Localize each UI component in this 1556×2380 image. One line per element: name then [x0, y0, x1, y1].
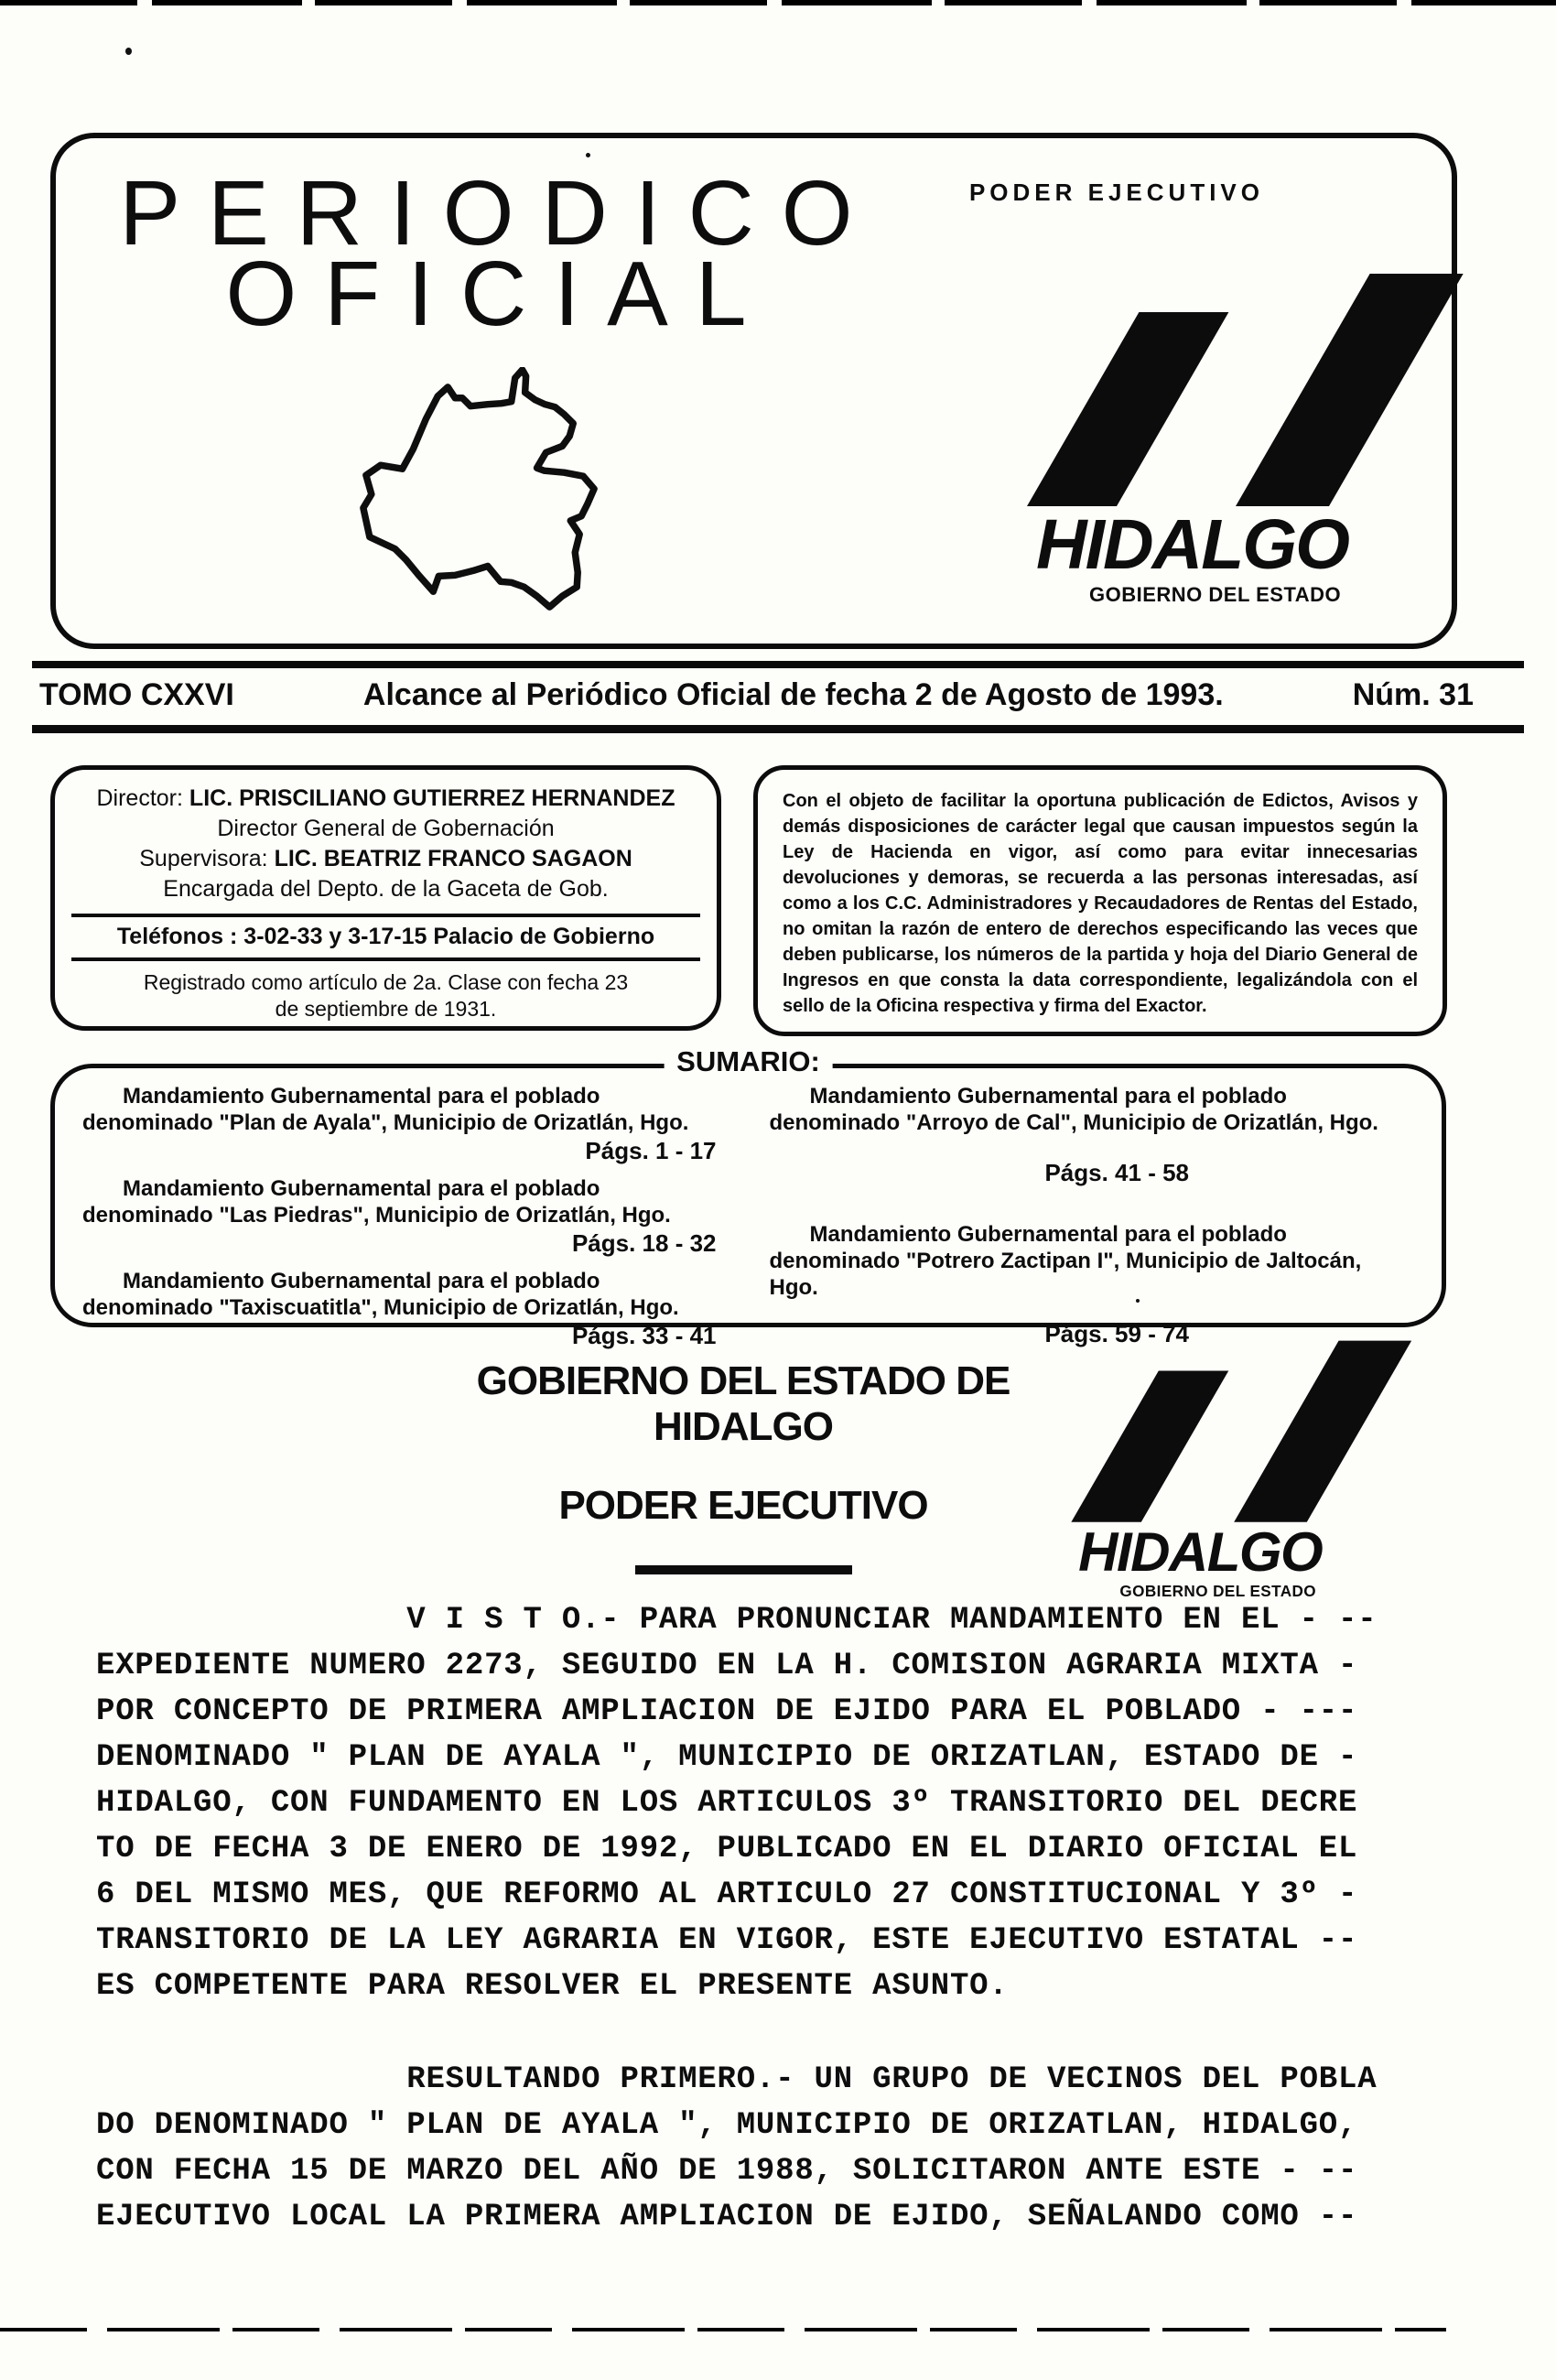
gazette-title-line2: OFICIAL [225, 243, 774, 345]
body-line: POR CONCEPTO DE PRIMERA AMPLIACION DE EJIDO PARA EL POBLADO - --- [96, 1694, 1358, 1729]
sumario-box [50, 1045, 1446, 1349]
sumario-item-pages: Págs. 41 - 58 [1044, 1159, 1189, 1186]
document-body [96, 1597, 1524, 2240]
director-title: Director General de Gobernación [217, 816, 555, 841]
notice-box [753, 765, 1447, 1036]
body-line: RESULTANDO PRIMERO.- UN GRUPO DE VECINOS DEL POBLA [96, 2062, 1378, 2097]
supervisora-name: LIC. BEATRIZ FRANCO SAGAON [274, 846, 632, 871]
logo-stripe-icon [1071, 1370, 1228, 1521]
heading-rule [635, 1565, 852, 1574]
body-line: DENOMINADO " PLAN DE AYALA ", MUNICIPIO DE ORIZATLAN, ESTADO DE - [96, 1740, 1358, 1775]
hidalgo-map-outline-svg [360, 367, 598, 622]
hidalgo-map-icon [360, 367, 598, 622]
body-line: DO DENOMINADO " PLAN DE AYALA ", MUNICIPIO DE ORIZATLAN, HIDALGO, [96, 2108, 1358, 2143]
logo-wordmark: HIDALGO [1078, 1521, 1323, 1584]
scan-edge-artifact-top [0, 0, 1556, 5]
body-line: TO DE FECHA 3 DE ENERO DE 1992, PUBLICADO EN EL DIARIO OFICIAL EL [96, 1832, 1358, 1866]
section-heading-block [423, 1358, 1064, 1574]
body-line: ES COMPETENTE PARA RESOLVER EL PRESENTE ASUNTO. [96, 1969, 1009, 2004]
tomo-label: TOMO CXXVI [39, 677, 234, 712]
logo-wordmark: HIDALGO [1036, 505, 1349, 584]
body-line: V I S T O.- PARA PRONUNCIAR MANDAMIENTO EN EL - -- [96, 1603, 1378, 1638]
body-line: EXPEDIENTE NUMERO 2273, SEGUIDO EN LA H. COMISION AGRARIA MIXTA - [96, 1649, 1358, 1683]
supervisora-line [55, 844, 717, 874]
sumario-item-text: Mandamiento Gubernamental para el poblado denominado "Arroyo de Cal", Municipio de Orizatlán, Hgo. [769, 1084, 1378, 1135]
sumario-item-pages: Págs. 18 - 32 [571, 1229, 717, 1257]
director-line [55, 784, 717, 814]
gazette-title-line1: PERIODICO [119, 162, 881, 265]
section-heading: GOBIERNO DEL ESTADO DE HIDALGO [476, 1358, 1010, 1449]
scan-edge-artifact-bottom [0, 2328, 1446, 2331]
sumario-item-text: Mandamiento Gubernamental para el poblado denominado "Las Piedras", Municipio de Orizatlán, Hgo. [82, 1176, 671, 1228]
logo-subtitle: GOBIERNO DEL ESTADO [1089, 583, 1342, 606]
logo-stripe-icon [1234, 1341, 1411, 1522]
sumario-item-pages: Págs. 33 - 41 [571, 1322, 717, 1349]
logo-stripe-icon [1027, 312, 1228, 506]
director-label: Director: [96, 785, 183, 811]
supervisora-label: Supervisora: [139, 846, 268, 871]
sumario-item-text: Mandamiento Gubernamental para el poblado denominado "Plan de Ayala", Municipio de Orizatlán, Hgo. [82, 1084, 689, 1135]
telefonos-strip: Teléfonos : 3-02-33 y 3-17-15 Palacio de Gobierno [71, 914, 700, 961]
sumario-item-pages: Págs. 1 - 17 [585, 1137, 717, 1164]
registro-note: Registrado como artículo de 2a. Clase con fecha 23 de septiembre de 1931. [143, 970, 629, 1021]
body-line: 6 DEL MISMO MES, QUE REFORMO AL ARTICULO 27 CONSTITUCIONAL Y 3º - [96, 1877, 1358, 1912]
hidalgo-logo [970, 268, 1410, 616]
supervisora-title: Encargada del Depto. de la Gaceta de Gob. [163, 876, 609, 902]
director-name: LIC. PRISCILIANO GUTIERREZ HERNANDEZ [189, 785, 675, 811]
numero-label: Núm. 31 [1352, 677, 1474, 712]
body-line: HIDALGO, CON FUNDAMENTO EN LOS ARTICULOS 3º TRANSITORIO DEL DECRE [96, 1786, 1358, 1821]
poder-ejecutivo-label: PODER EJECUTIVO [968, 178, 1264, 206]
logo-subtitle: GOBIERNO DEL ESTADO [1119, 1582, 1317, 1600]
hidalgo-logo-small [1027, 1336, 1369, 1607]
sumario-label: SUMARIO: [664, 1045, 833, 1078]
sumario-item-text: Mandamiento Gubernamental para el poblado denominado "Taxiscuatitla", Municipio de Orizatlán, Hgo. [82, 1269, 679, 1320]
sumario-left-column [82, 1083, 729, 1349]
body-line: EJECUTIVO LOCAL LA PRIMERA AMPLIACION DE EJIDO, SEÑALANDO COMO -- [96, 2200, 1358, 2234]
volume-bar [32, 661, 1524, 733]
gazette-title [83, 162, 916, 345]
scan-speck [125, 48, 132, 55]
notice-text: Con el objeto de facilitar la oportuna publicación de Edictos, Avisos y demás disposiciones de carácter legal que causan impuestos según la Ley de Hacienda en vigor, así como para evitar innecesarias devoluciones y demoras, se recuerda a las personas interesadas, así como a los C.C. Administradores y Recaudadores de Rentas del Estado, no omitan la razón de entero de derechos especificando las veces que deben publicarse, los números de la partida y hoja del Diario General de Ingresos en que consta la data correspondiente, legalizándola con el sello de la Oficina respectiva y firma del Exactor. [783, 791, 1418, 1016]
director-box [50, 765, 721, 1031]
alcance-label: Alcance al Periódico Oficial de fecha 2 de Agosto de 1993. [362, 677, 1224, 712]
section-subheading: PODER EJECUTIVO [558, 1483, 928, 1528]
sumario-item-pages: Págs. 59 - 74 [1044, 1320, 1189, 1347]
sumario-item-text: Mandamiento Gubernamental para el poblado denominado "Potrero Zactipan I", Municipio de Jaltocán, Hgo. [769, 1222, 1362, 1300]
sumario-right-column [769, 1083, 1417, 1347]
body-line: TRANSITORIO DE LA LEY AGRARIA EN VIGOR, ESTE EJECUTIVO ESTATAL -- [96, 1923, 1358, 1958]
body-line: CON FECHA 15 DE MARZO DEL AÑO DE 1988, SOLICITARON ANTE ESTE - -- [96, 2154, 1358, 2189]
